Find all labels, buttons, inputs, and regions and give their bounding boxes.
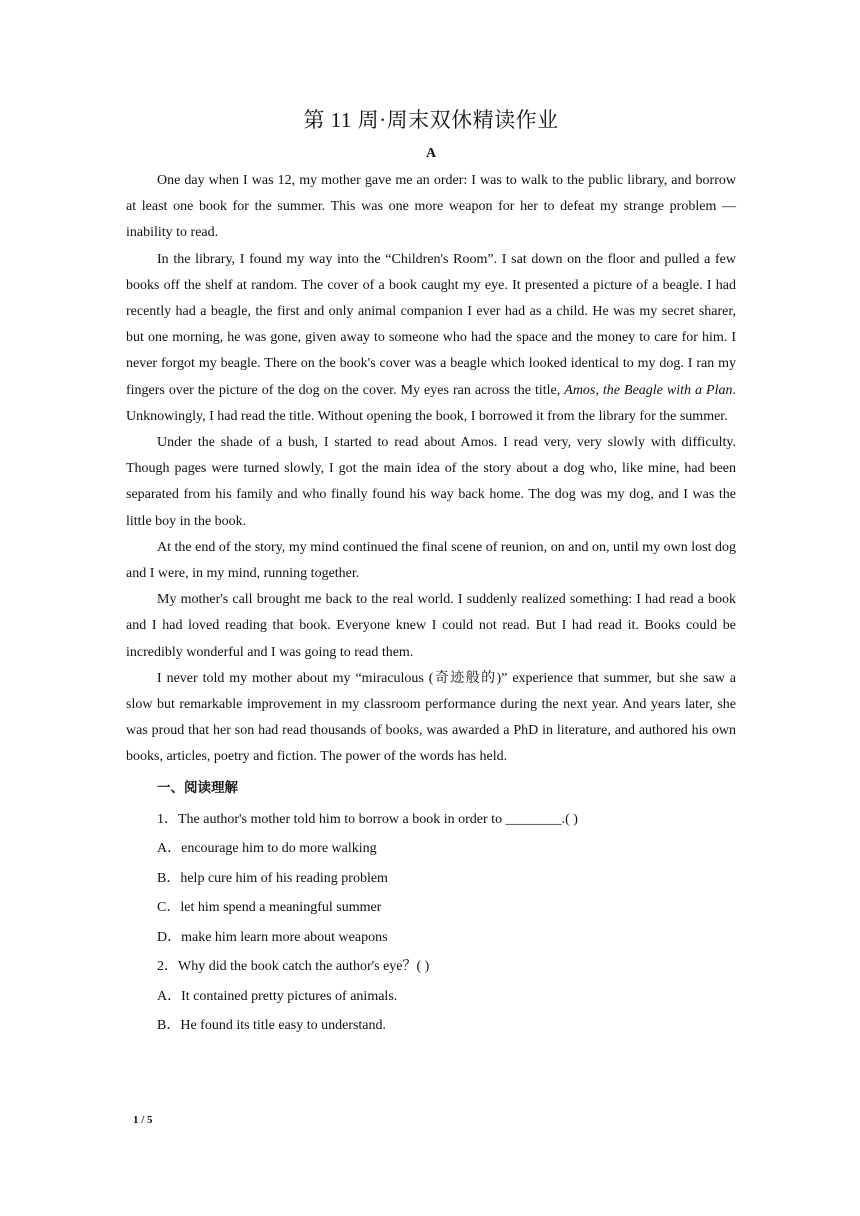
passage-paragraph-1: One day when I was 12, my mother gave me an order: I was to walk to the public library, and borrow at least one book for the summer. This was one more weapon for her to defeat my strange problem — inability to read. xyxy=(126,173,736,241)
paragraph-2-text: In the library, I found my way into the “Children's Room”. I sat down on the floor and pulled a few books off the shelf at random. The cover of a book caught my eye. It presented a picture of a beagle. I had recently had a beagle, the first and only animal companion I ever had as a child. He was my secret sharer, but one morning, he was gone, given away to someone who had the space and the money to care for him. I never forgot my beagle. There on the book's cover was a beagle which looked identical to my dog. I ran my fingers over the picture of the dog on the cover. My eyes ran across the title, xyxy=(126,251,736,398)
question-1-option-c: C．let him spend a meaningful summer xyxy=(157,900,382,916)
section-label: A xyxy=(425,146,437,161)
passage-paragraph-4: At the end of the story, my mind continued the final scene of reunion, on and on, until my own lost dog and I were, in my mind, running together. xyxy=(126,539,736,582)
book-title: Amos, the Beagle with a Plan xyxy=(564,382,733,398)
passage-paragraph-3: Under the shade of a bush, I started to read about Amos. I read very, very slowly with difficulty. Though pages were turned slowly, I got the main idea of the story about a dog who, like mine, had been separated from his family and who finally found his way back home. The dog was my dog, and I was the little boy in the book. xyxy=(126,435,736,529)
page-number: 1 / 5 xyxy=(133,1114,153,1126)
document-title: 第 11 周·周末双休精读作业 xyxy=(303,108,559,132)
passage-paragraph-6: I never told my mother about my “miraculous (奇迹般的)” experience that summer, but she saw a slow but remarkable improvement in my classroom performance during the next year. And years later, she was proud that her son had read thousands of books, was awarded a PhD in literature, and authored his own books, articles, poetry and fiction. The power of the words has held. xyxy=(126,670,736,765)
question-2-option-a: A．It contained pretty pictures of animals. xyxy=(157,988,398,1004)
question-1-option-a: A．encourage him to do more walking xyxy=(157,841,377,857)
passage-paragraph-5: My mother's call brought me back to the real world. I suddenly realized something: I had read a book and I had loved reading that book. Everyone knew I could not read. But I had read it. Books could be incredibly wonderful and I was going to read them. xyxy=(126,592,736,660)
question-2-option-b: B．He found its title easy to understand. xyxy=(157,1018,387,1034)
question-1: 1．The author's mother told him to borrow a book in order to ________.( ) xyxy=(157,811,578,827)
passage-paragraph-2 xyxy=(126,247,736,430)
document-page xyxy=(126,100,736,1041)
question-2: 2．Why did the book catch the author's eye？( ) xyxy=(157,959,430,975)
question-1-option-d: D．make him learn more about weapons xyxy=(157,929,388,945)
paragraph-2-tail: . Unknowingly, I had read the title. Without opening the book, I borrowed it from the library for the summer. xyxy=(126,382,736,424)
question-1-option-b: B．help cure him of his reading problem xyxy=(157,870,388,886)
exercise-heading: 一、阅读理解 xyxy=(157,779,238,796)
